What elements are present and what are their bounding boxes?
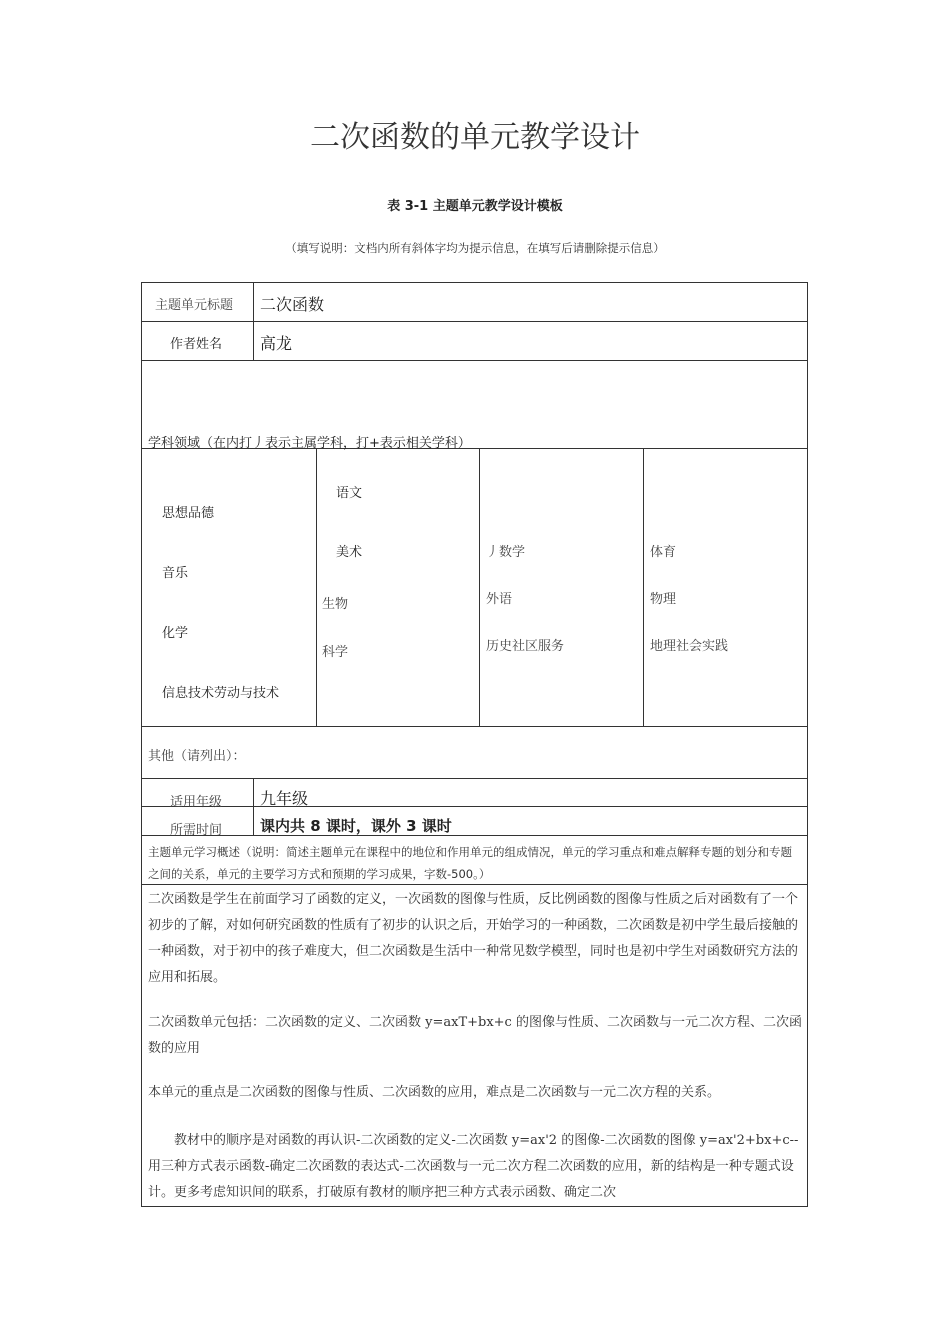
unit-title-value: 二次函数 xyxy=(260,295,325,314)
col-divider xyxy=(316,448,317,726)
fill-instructions: （填写说明：文档内所有斜体字均为提示信息，在填写后请删除提示信息） xyxy=(285,241,665,255)
subject-item: 科学 xyxy=(322,645,349,660)
subject-item: 丿数学 xyxy=(486,545,526,560)
subject-item: 外语 xyxy=(486,592,513,607)
col-divider xyxy=(643,448,644,726)
grade-label: 适用年级 xyxy=(170,795,223,810)
subject-item: 体育 xyxy=(650,545,677,560)
subject-area-label: 学科领域（在内打丿表示主属学科，打+表示相关学科） xyxy=(148,436,471,451)
time-value: 课内共 8 课时，课外 3 课时 xyxy=(260,817,452,835)
col-divider xyxy=(479,448,480,726)
overview-label: 主题单元学习概述（说明：简述主题单元在课程中的地位和作用单元的组成情况，单元的学习重点和难点解释专题的划分和专题之间的关系，单元的主要学习方式和预期的学习成果，字数-500。） xyxy=(148,845,792,881)
row-divider xyxy=(141,360,808,361)
overview-paragraph: 二次函数是学生在前面学习了函数的定义，一次函数的图像与性质，反比例函数的图像与性质之后对函数有了一个初步的了解，对如何研究函数的性质有了初步的认识之后，开始学习的一种函数，二次函数是初中学生最后接触的一种函数，对于初中的孩子难度大，但二次函数是生活中一种常见数学模型，同时也是初中学生对函数研究方法的应用和拓展。 xyxy=(148,892,799,985)
author-label: 作者姓名 xyxy=(170,337,223,352)
author-value: 高龙 xyxy=(260,334,293,353)
subject-item: 美术 xyxy=(336,545,363,560)
table-caption: 表 3-1 主题单元教学设计模板 xyxy=(387,199,563,214)
unit-title-label: 主题单元标题 xyxy=(155,298,234,313)
row-divider xyxy=(141,806,808,807)
subject-item: 地理社会实践 xyxy=(650,639,729,654)
row-divider xyxy=(141,778,808,779)
subject-item: 物理 xyxy=(650,592,677,607)
col-divider xyxy=(253,282,254,360)
subject-item: 思想品德 xyxy=(162,506,215,521)
subject-item: 历史社区服务 xyxy=(486,639,565,654)
time-label: 所需时间 xyxy=(170,823,223,838)
subject-item: 生物 xyxy=(322,597,349,612)
row-divider xyxy=(141,726,808,727)
row-divider xyxy=(141,321,808,322)
col-divider xyxy=(253,778,254,835)
row-divider xyxy=(141,835,808,836)
subject-item: 化学 xyxy=(162,626,189,641)
overview-paragraph: 二次函数单元包括：二次函数的定义、二次函数 y=axT+bx+c 的图像与性质、二次函数与一元二次方程、二次函数的应用 xyxy=(148,1015,802,1056)
document-title: 二次函数的单元教学设计 xyxy=(310,120,640,155)
overview-paragraph: 本单元的重点是二次函数的图像与性质、二次函数的应用，难点是二次函数与一元二次方程的关系。 xyxy=(148,1085,721,1100)
subject-item: 信息技术劳动与技术 xyxy=(162,686,280,701)
overview-paragraph: 教材中的顺序是对函数的再认识-二次函数的定义-二次函数 y=ax'2 的图像-二次函数的图像 y=ax'2+bx+c--用三种方式表示函数-确定二次函数的表达式-二次函数与一元二次方程二次函数的应用，新的结构是一种专题式设计。更多考虑知识间的联系，打破原有教材的顺序把三种方式表示函数、确定二次 xyxy=(148,1133,799,1200)
grade-value: 九年级 xyxy=(260,789,309,808)
other-label: 其他（请列出）： xyxy=(148,749,246,764)
subject-item: 语文 xyxy=(336,486,363,501)
subject-item: 音乐 xyxy=(162,566,189,581)
